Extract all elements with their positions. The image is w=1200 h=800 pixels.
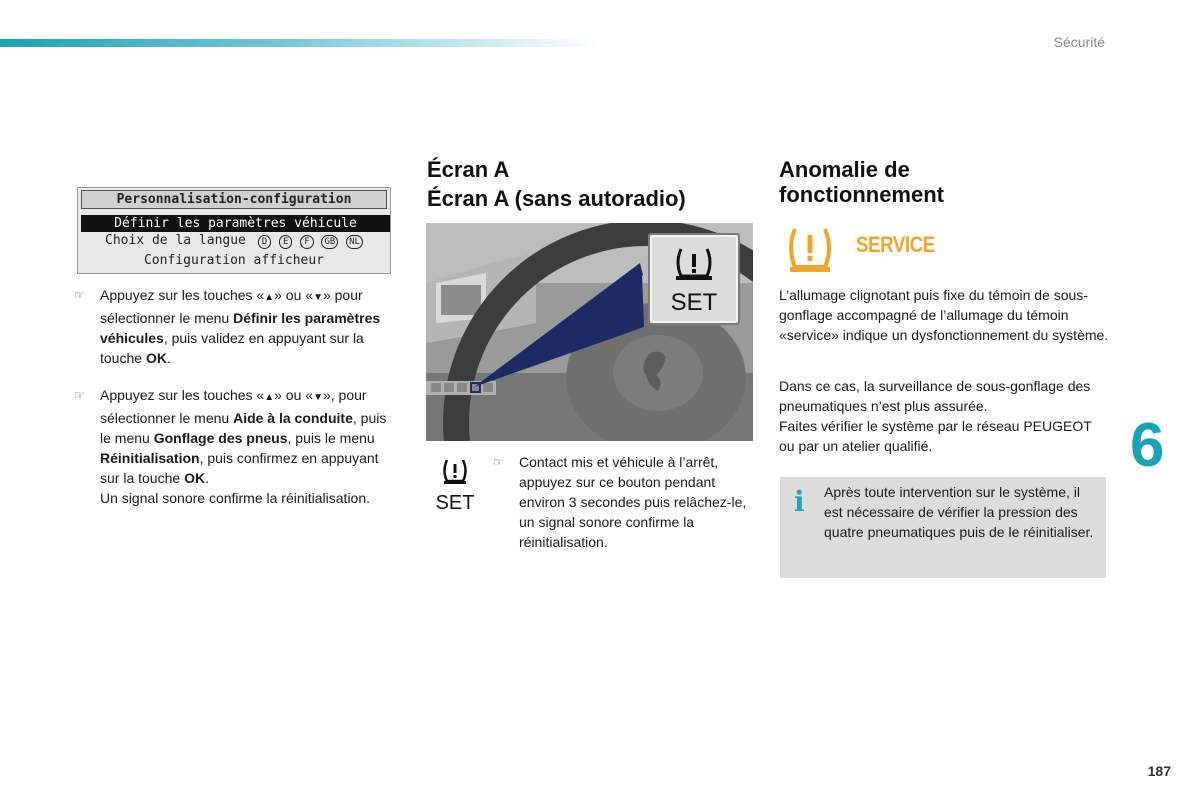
menu-name: Aide à la conduite bbox=[233, 410, 353, 426]
info-box bbox=[780, 477, 1106, 578]
instruction-bullet-2 bbox=[74, 385, 400, 508]
section-title: Sécurité bbox=[1053, 34, 1105, 50]
set-label: SET bbox=[436, 492, 474, 514]
paragraph-malfunction: L’allumage clignotant puis fixe du témoin de sous-gonflage accompagné de l’allumage du témoin «service» indique un dysfonctionnement du système. bbox=[779, 287, 1109, 343]
text: Contact mis et véhicule à l’arrêt, appuyez sur ce bouton pendant environ 3 secondes puis relâchez-le, un signal sonore confirme la réinitialisation. bbox=[519, 454, 747, 550]
language-code-icon: NL bbox=[346, 235, 363, 249]
lcd-menu-item-display: Configuration afficheur bbox=[143, 253, 324, 268]
instruction-bullet-1 bbox=[74, 285, 396, 368]
arrow-up-icon: ▲ bbox=[264, 292, 275, 303]
tire-pressure-set-icon bbox=[436, 456, 474, 514]
text: », pour sélectionner le menu bbox=[100, 387, 367, 426]
text: . bbox=[205, 470, 209, 486]
text: , puis validez en appuyant sur la touche bbox=[100, 330, 364, 366]
lcd-menu-item-selected: Définir les paramètres véhicule bbox=[81, 215, 390, 232]
text: » ou « bbox=[274, 387, 314, 403]
header-accent-stripe bbox=[0, 39, 600, 47]
text: » pour sélectionner le menu bbox=[100, 287, 363, 326]
key-name: OK bbox=[145, 350, 167, 366]
instruction-bullet-set bbox=[493, 452, 759, 552]
lcd-menu-screen bbox=[77, 187, 391, 274]
lcd-menu-item-language bbox=[78, 232, 390, 249]
text: , puis le menu bbox=[100, 410, 387, 446]
tire-pressure-set-icon bbox=[650, 235, 738, 323]
text: Un signal sonore confirme la réinitialisation. bbox=[100, 490, 371, 506]
text: Appuyez sur les touches « bbox=[100, 287, 265, 303]
arrow-down-icon: ▼ bbox=[313, 292, 323, 303]
pointing-hand-icon: ☞ bbox=[493, 455, 504, 469]
text: Dans ce cas, la surveillance de sous-gonflage des pneumatiques n’est plus assurée. bbox=[779, 378, 1091, 414]
text: Faites vérifier le système par le réseau PEUGEOT ou par un atelier qualifié. bbox=[779, 418, 1092, 454]
language-code-icon: E bbox=[279, 235, 292, 249]
tire-warning-icon bbox=[786, 226, 834, 274]
language-code-icon: F bbox=[300, 235, 313, 249]
text: , puis le menu bbox=[287, 430, 375, 446]
menu-name: Gonflage des pneus bbox=[153, 430, 288, 446]
language-code-icon: GB bbox=[321, 235, 338, 249]
arrow-up-icon: ▲ bbox=[264, 392, 275, 403]
heading-anomalie: Anomalie de fonctionnement bbox=[779, 157, 944, 207]
heading-ecran-a-sans-autoradio: Écran A (sans autoradio) bbox=[427, 186, 686, 211]
language-code-icon: D bbox=[258, 235, 271, 249]
paragraph-surveillance bbox=[779, 376, 1109, 456]
text: . bbox=[166, 350, 171, 366]
page-number: 187 bbox=[1147, 763, 1171, 779]
pointing-hand-icon: ☞ bbox=[74, 388, 85, 402]
key-name: OK bbox=[184, 470, 206, 486]
text: » ou « bbox=[274, 287, 314, 303]
set-button-callout bbox=[648, 233, 740, 325]
menu-name: Réinitialisation bbox=[100, 450, 200, 466]
chapter-number: 6 bbox=[1130, 411, 1165, 480]
menu-name: Définir les paramètres véhicules bbox=[100, 310, 381, 346]
set-label: SET bbox=[670, 289, 718, 316]
lcd-menu-title: Personnalisation-configuration bbox=[81, 190, 387, 209]
text: Appuyez sur les touches « bbox=[100, 387, 265, 403]
arrow-down-icon: ▼ bbox=[313, 392, 323, 403]
info-icon: i bbox=[794, 485, 805, 518]
text: , puis confirmez en appuyant sur la touche bbox=[100, 450, 379, 486]
info-text: Après toute intervention sur le système, il est nécessaire de vérifier la pression des quatre pneumatiques puis de le réinitialiser. bbox=[824, 484, 1094, 540]
lcd-menu-item-label: Choix de la langue bbox=[105, 233, 246, 248]
service-warning-label: SERVICE bbox=[856, 232, 935, 257]
pointing-hand-icon: ☞ bbox=[74, 288, 85, 302]
heading-ecran-a: Écran A bbox=[427, 157, 510, 182]
